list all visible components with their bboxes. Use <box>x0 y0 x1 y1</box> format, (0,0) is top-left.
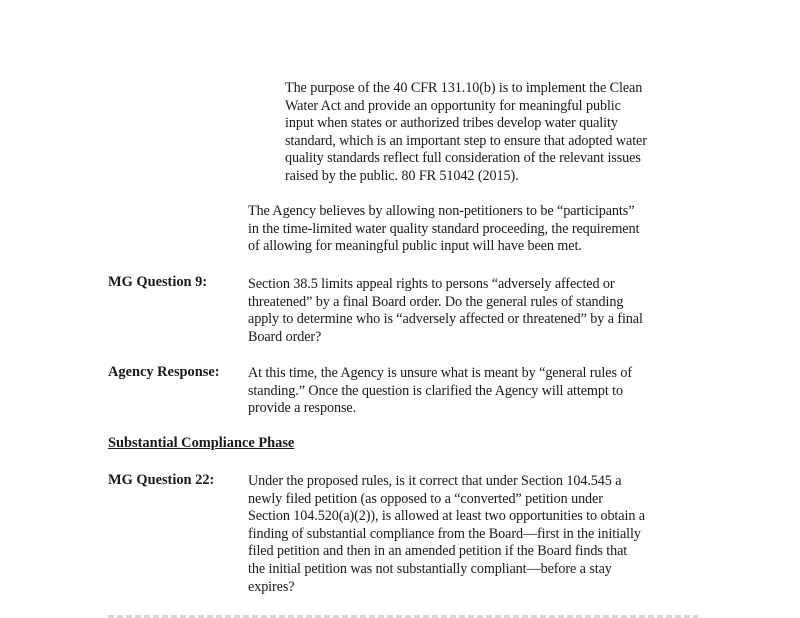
paragraph-line: of allowing for meaningful public input will have been met. <box>248 238 582 255</box>
question-line: Board order? <box>248 328 322 345</box>
section-heading: Substantial Compliance Phase <box>108 435 295 451</box>
paragraph-line: The Agency believes by allowing non-petitioners to be “participants” <box>248 203 635 219</box>
question-line: newly filed petition (as opposed to a “converted” petition under <box>248 490 603 507</box>
question-line: Under the proposed rules, is it correct that under Section 104.545 a <box>248 473 622 489</box>
question-line: Section 104.520(a)(2)), is allowed at least two opportunities to obtain a <box>248 508 645 525</box>
quote-line: raised by the public. 80 FR 51042 (2015). <box>285 167 519 184</box>
mg-question-9-text <box>248 276 698 346</box>
mg-question-22-label: MG Question 22: <box>108 472 215 488</box>
cut-off-next-line <box>108 611 698 618</box>
agency-response-text <box>248 365 698 418</box>
question-line: the initial petition was not substantially compliant—before a stay <box>248 560 612 577</box>
question-line: threatened” by a final Board order. Do the general rules of standing <box>248 293 624 310</box>
mg-question-9-label: MG Question 9: <box>108 274 208 290</box>
question-line: Section 38.5 limits appeal rights to persons “adversely affected or <box>248 276 615 292</box>
block-quote <box>285 80 705 186</box>
agency-paragraph <box>248 203 698 256</box>
quote-line: input when states or authorized tribes develop water quality <box>285 115 618 132</box>
response-line: At this time, the Agency is unsure what is meant by “general rules of <box>248 365 632 381</box>
mg-question-22-text <box>248 473 698 596</box>
question-line: apply to determine who is “adversely affected or threatened” by a final <box>248 311 643 328</box>
question-line: filed petition and then in an amended petition if the Board finds that <box>248 543 628 560</box>
response-line: provide a response. <box>248 400 357 417</box>
response-line: standing.” Once the question is clarified the Agency will attempt to <box>248 382 623 399</box>
question-line: finding of substantial compliance from the Board—first in the initially <box>248 525 641 542</box>
paragraph-line: in the time-limited water quality standard proceeding, the requirement <box>248 220 640 237</box>
question-line: expires? <box>248 578 295 595</box>
quote-line: The purpose of the 40 CFR 131.10(b) is to implement the Clean <box>285 80 643 96</box>
quote-line: quality standards reflect full consideration of the relevant issues <box>285 150 641 167</box>
quote-line: Water Act and provide an opportunity for meaningful public <box>285 97 621 114</box>
quote-line: standard, which is an important step to ensure that adopted water <box>285 132 647 149</box>
agency-response-label: Agency Response: <box>108 364 220 380</box>
